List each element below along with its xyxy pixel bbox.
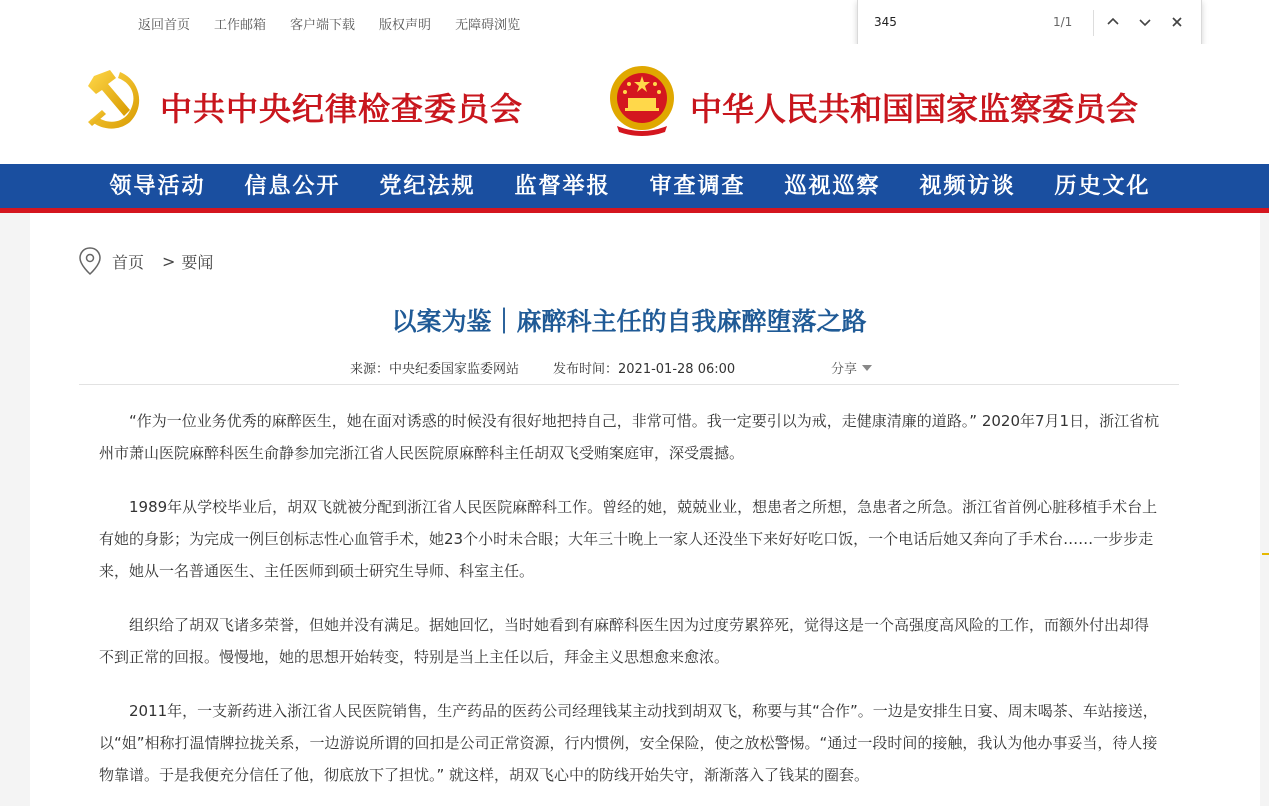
close-icon: [1171, 16, 1183, 28]
top-link-home[interactable]: 返回首页: [138, 18, 191, 33]
find-divider: [1093, 10, 1094, 36]
article-paragraph: 组织给了胡双飞诸多荣誉，但她并没有满足。据她回忆，当时她看到有麻醉科医生因为过度劳累猝死，觉得这是一个高强度高风险的工作，而额外付出却得不到正常的回报。慢慢地，她的思想开始转变，特别是当上主任以后，拜金主义思想愈来愈浓。: [99, 616, 1150, 666]
top-links: [138, 14, 544, 33]
nav-item-investigation[interactable]: 审查调查: [649, 173, 746, 199]
top-link-client-download[interactable]: 客户端下载: [290, 18, 356, 33]
org-name-nsc: 中华人民共和国国家监察委员会: [690, 90, 1139, 128]
find-query-input[interactable]: 345: [874, 15, 897, 29]
find-prev-button[interactable]: [1102, 11, 1124, 33]
find-next-button[interactable]: [1134, 11, 1156, 33]
org-name-ccdi: 中共中央纪律检查委员会: [160, 90, 524, 128]
nav-item-regulations[interactable]: 党纪法规: [379, 173, 476, 199]
meta-divider: [79, 384, 1179, 385]
chevron-up-icon: [1107, 16, 1119, 28]
top-link-copyright[interactable]: 版权声明: [379, 18, 432, 33]
share-button[interactable]: [831, 358, 872, 377]
caret-down-icon: [862, 365, 872, 371]
nav-item-video-interviews[interactable]: 视频访谈: [919, 173, 1016, 199]
nav-item-supervision-report[interactable]: 监督举报: [514, 173, 611, 199]
location-pin-icon: [78, 246, 102, 276]
national-emblem-icon: [607, 64, 677, 136]
breadcrumb-current[interactable]: 要闻: [181, 252, 214, 272]
site-header: [0, 44, 1269, 164]
article-body: [99, 405, 1161, 806]
top-link-accessibility[interactable]: 无障碍浏览: [455, 18, 521, 33]
article-title: 以案为鉴｜麻醉科主任的自我麻醉堕落之路: [391, 307, 867, 336]
nav-item-history-culture[interactable]: 历史文化: [1054, 173, 1151, 199]
party-emblem-icon: [80, 66, 148, 134]
article-paragraph: 1989年从学校毕业后，胡双飞就被分配到浙江省人民医院麻醉科工作。曾经的她，兢兢业业，想患者之所想，急患者之所急。浙江省首例心脏移植手术台上有她的身影；为完成一例巨创标志性心血管手术，她23个小时未合眼；大年三十晚上一家人还没坐下来好好吃口饭，一个电话后她又奔向了手术台……一步步走来，她从一名普通医生、主任医师到硕士研究生导师、科室主任。: [99, 498, 1158, 580]
article-source: 来源：中央纪委国家监委网站: [350, 362, 520, 377]
breadcrumb: [78, 246, 213, 276]
top-link-mail[interactable]: 工作邮箱: [214, 18, 267, 33]
find-match-count: 1/1: [1053, 15, 1073, 29]
article-meta: [350, 358, 735, 377]
article-publish-time: 发布时间：2021-01-28 06:00: [553, 362, 736, 377]
nav-item-inspection[interactable]: 巡视巡察: [784, 173, 881, 199]
breadcrumb-separator: >: [162, 251, 176, 271]
main-nav: [0, 164, 1269, 208]
breadcrumb-home[interactable]: 首页: [112, 252, 145, 272]
find-close-button[interactable]: [1166, 11, 1188, 33]
chevron-down-icon: [1139, 16, 1151, 28]
article-paragraph: 2011年，一支新药进入浙江省人民医院销售，生产药品的医药公司经理钱某主动找到胡双飞，称要与其“合作”。一边是安排生日宴、周末喝茶、车站接送，以“姐”相称打温情牌拉拢关系，一边游说所谓的回扣是公司正常资源，行内惯例，安全保险，使之放松警惕。“通过一段时间的接触，我认为他办事妥当，待人接物靠谱。于是我便充分信任了他，彻底放下了担忧。” 就这样，胡双飞心中的防线开始失守，渐渐落入了钱某的圈套。: [99, 702, 1158, 784]
scrollbar-find-marker: [1262, 553, 1269, 555]
find-in-page-bar: [857, 0, 1202, 46]
nav-item-info-disclosure[interactable]: 信息公开: [244, 173, 341, 199]
article-paragraph: “作为一位业务优秀的麻醉医生，她在面对诱惑的时候没有很好地把持自己，非常可惜。我一定要引以为戒，走健康清廉的道路。” 2020年7月1日，浙江省杭州市萧山医院麻醉科医生俞静参加完浙江省人民医院原麻醉科主任胡双飞受贿案庭审，深受震撼。: [99, 412, 1160, 462]
nav-item-leadership[interactable]: 领导活动: [109, 173, 206, 199]
share-label: 分享: [831, 362, 858, 377]
